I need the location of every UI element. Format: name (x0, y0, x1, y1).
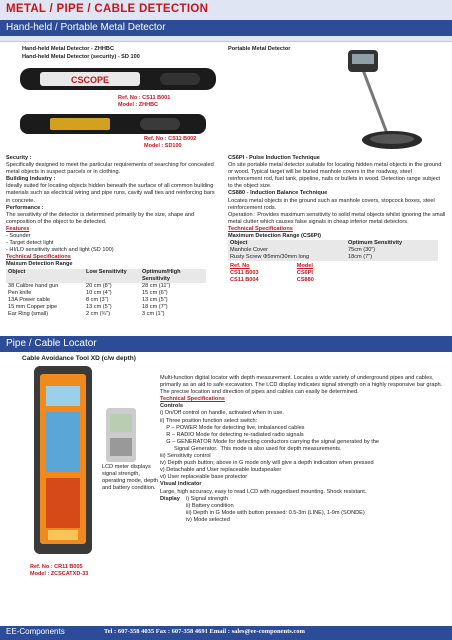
table-cell: CS11 B004 (230, 277, 259, 284)
table-row (6, 297, 206, 304)
table-cell: 18cm (7") (348, 254, 373, 261)
table-cell: 75cm (30") (348, 247, 376, 254)
detection-range-table (6, 269, 206, 318)
control-item: iv) Depth push button; above in G mode only will give a depth indication when pressed (160, 460, 374, 467)
table-row (228, 270, 338, 277)
table-header: Ref. No (230, 263, 250, 270)
cs6pi-heading: CS6PI - Pulse Induction Technique (228, 155, 320, 161)
product-line-1: Hand-held Metal Detector - ZHHBC (22, 46, 114, 52)
lcd-caption: LCD meter displays signal strength, operating mode, depth and battery condition. (102, 464, 158, 492)
security-text: Specifically designed to meet the particular requirements of searching for concealed metal objects in suspect parcels or in clothing. (6, 162, 214, 176)
table-row (228, 247, 438, 254)
display-item: iv) Mode selected (186, 516, 230, 523)
table-row (6, 304, 206, 311)
display-item: iii) Depth in G Mode with button pressed: 0.5-3m (LINE), 1-9m (SONDE) (186, 509, 365, 516)
table-cell: 8 cm (3") (86, 296, 109, 303)
control-item: G – GENERATOR Mode for detecting conductors carrying the signal generated by the (160, 438, 379, 445)
model-table (228, 263, 338, 284)
table-cell: Pen knife (8, 289, 32, 296)
table-header: Optimum Sensitivity (348, 240, 403, 247)
table-cell: 10 cm (4") (86, 289, 112, 296)
left-column (6, 155, 220, 318)
tech-spec-heading: Technical Specifications (228, 225, 293, 232)
page-subtitle: Hand-held / Portable Metal Detector (6, 22, 166, 33)
model-cat: Model : ZCSCATXD-33 (30, 571, 89, 577)
table-row (228, 277, 338, 284)
table-cell: 20 cm (8") (86, 282, 112, 289)
portable-detector-image (330, 44, 440, 154)
table-cell: 2 cm (¾") (86, 310, 111, 317)
control-item: vi) User replaceable base protector (160, 474, 248, 481)
cs6pi-text: On site portable metal detector suitable for locating hidden metal objects in the ground or wood. Typical target will be buried manhole covers in the roadway, steel reinforcement rod, fuel tank, pipeline, nails or bullets in wood. Detection range subject to the object size. (228, 162, 442, 190)
operation-text: Operation : Provides maximum sensitivity to solid metal objects whilst ignoring the small metal clutter which causes false signals in cheap inferior metal detectors. (228, 211, 446, 225)
display-heading: Display (160, 495, 180, 502)
tech-spec-heading: Technical Specifications (6, 254, 71, 261)
security-heading: Security : (6, 155, 32, 161)
table-cell: Rusty Screw Φ5mm/30mm long (230, 254, 310, 261)
sd100-detector-image (20, 112, 220, 136)
zhhbc-detector-image (20, 64, 220, 94)
cs880-heading: CS880 - Induction Balance Technique (228, 190, 328, 197)
table-header: Object (8, 268, 26, 275)
right-column (228, 155, 446, 284)
tech-spec-heading: Technical Specifications (160, 396, 225, 403)
table-cell: 18 cm (7") (142, 303, 168, 310)
table-cell: Manhole Cover (230, 247, 268, 254)
table-cell: 28 cm (11") (142, 282, 171, 289)
table-cell: CS11 B003 (230, 270, 259, 277)
control-item: v) Detachable and User replaceable loudspeaker (160, 467, 282, 474)
table-header: Low Sensitivity (86, 268, 127, 275)
table-header: Optimum/High Sensitivity (142, 268, 181, 282)
range-heading: Maixum Detection Range (6, 261, 73, 268)
portable-title: Portable Metal Detector (228, 46, 291, 52)
model-sd100: Model : SD100 (144, 143, 182, 149)
feature-item: - Sounder (6, 233, 31, 240)
table-cell: 3 cm (1") (142, 310, 165, 317)
cs6pi-range-table (228, 240, 438, 261)
model-zhhbc: Model : ZHHBC (118, 102, 159, 108)
control-item: P – POWER Mode for detecting live, imbalanced cables (160, 424, 305, 431)
table-cell: 13 cm (5") (86, 303, 112, 310)
performance-heading: Performance : (6, 204, 44, 211)
control-item: i) On/Off control on handle, activated when in use. (160, 410, 284, 417)
feature-item: - Target detect light (6, 240, 54, 247)
table-header: Model (296, 263, 313, 270)
svg-text:CSCOPE: CSCOPE (70, 75, 110, 85)
cat-description (160, 375, 446, 524)
display-item: ii) Battery condition (186, 502, 234, 509)
control-item: Signal Generator. This mode is also used for depth measurements. (160, 445, 342, 452)
range-heading-cs6pi: Maximum Detection Range (CS6PI) (228, 233, 321, 240)
table-row (6, 283, 206, 290)
table-row (6, 311, 206, 318)
visual-heading: Visual indicator (160, 481, 202, 488)
ref-sd100: Ref. No : CS11 B002 (144, 136, 197, 142)
control-item: ii) Three position function select switch: (160, 417, 258, 424)
building-text: Ideally suited for locating objects hidden beneath the surface of all common building materials such as electrical wiring and pipe runs, cavity wall ties and reinforcing bars in concrete. (6, 183, 215, 204)
table-header: Object (230, 240, 248, 247)
table-cell: 13A Power cable (8, 296, 50, 303)
building-heading: Building Industry : (6, 176, 56, 183)
table-row (228, 254, 438, 261)
page-title: METAL / PIPE / CABLE DETECTION (6, 3, 209, 15)
features-heading: Features (6, 225, 30, 232)
ref-cat: Ref. No : CR11 B005 (30, 564, 83, 570)
cable-locator-image (30, 366, 96, 554)
table-cell: Ear Ring (small) (8, 310, 49, 317)
controls-heading: Controls (160, 403, 183, 410)
control-item: iii) Sensitivity control (160, 453, 211, 460)
table-cell: 15 mm Copper pipe (8, 303, 58, 310)
table-cell: 38 Calibre hand gun (8, 282, 59, 289)
control-item: R – RADIO Mode for detecting re-radiated radio signals (160, 431, 304, 438)
table-cell: CS6PI (296, 270, 313, 277)
product-line-2: Hand-held Metal Detector (security) - SD 100 (22, 54, 140, 60)
table-cell: 15 cm (6") (142, 289, 168, 296)
section-subtitle: Cable Avoidance Tool XD (c/w depth) (22, 355, 136, 362)
performance-text: The sensitivity of the detector is determined primarily by the size, shape and composition of the object to be detected. (6, 211, 195, 225)
footer-brand: EE-Components (6, 627, 65, 636)
lcd-meter-image (106, 408, 136, 462)
section-title: Pipe / Cable Locator (6, 338, 97, 349)
feature-item: - HI/LO sensitivity switch and light (SD 100) (6, 247, 114, 254)
visual-text: Large, high accuracy, easy to read LCD with ruggedised mounting. Shock resistant. (160, 488, 367, 495)
table-cell: 13 cm (5") (142, 296, 168, 303)
cat-intro: Multi-function digital locator with depth measurement. Locates a wide variety of underground pipes and cables, primarily as an aid to safe excavation. The LCD display indicates signal strength on a highly responsive bar graph. The precise location and direction of pipes and cables can easily be determined. (160, 375, 443, 396)
ref-zhhbc: Ref. No : CS11 B001 (118, 95, 171, 101)
cs880-text: Locates metal objects in the ground such as manhole covers, stopcock boxes, steel reinforcement rods. (228, 197, 435, 211)
footer-contact: Tel : 607-358 4035 Fax : 607-358 4691 Email : sales@ee-components.com (104, 628, 305, 635)
display-item: i) Signal strength (186, 495, 228, 502)
table-cell: CS880 (296, 277, 314, 284)
table-row (6, 290, 206, 297)
